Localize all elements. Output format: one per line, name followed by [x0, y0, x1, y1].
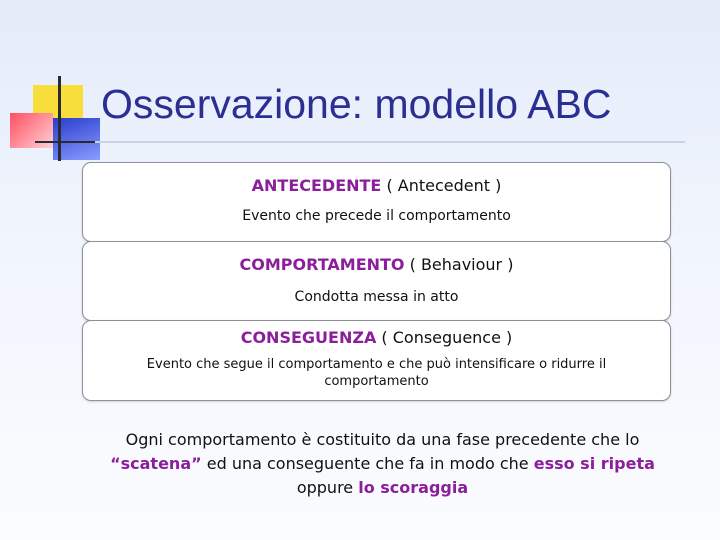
title-underline: [35, 141, 685, 143]
summary-part-1: Ogni comportamento è costituito da una fase precedente che lo: [125, 430, 640, 449]
summary-part-2: ed una conseguente che fa in modo che: [201, 454, 534, 473]
summary-emphasis-scoraggia: lo scoraggia: [358, 478, 469, 497]
antecedent-heading: [83, 176, 670, 195]
summary-paragraph: [110, 428, 655, 500]
antecedent-box: [82, 162, 671, 242]
consequence-description: Evento che segue il comportamento e che può intensificare o ridurre il comportamento: [146, 357, 607, 389]
consequence-key: CONSEGUENZA: [240, 328, 377, 347]
behaviour-translation: ( Behaviour ): [404, 255, 514, 274]
antecedent-translation: ( Antecedent ): [381, 176, 502, 195]
consequence-translation: ( Conseguence ): [376, 328, 513, 347]
antecedent-key: ANTECEDENTE: [251, 176, 382, 195]
logo-vertical-line: [58, 76, 61, 161]
behaviour-heading: [83, 255, 670, 274]
antecedent-description: Evento che precede il comportamento: [242, 208, 511, 224]
summary-part-3: oppure: [296, 478, 359, 497]
behaviour-description: Condotta messa in atto: [294, 289, 459, 305]
slide-title: Osservazione: modello ABC: [101, 81, 612, 127]
behaviour-key: COMPORTAMENTO: [239, 255, 405, 274]
summary-emphasis-scatena: “scatena”: [110, 454, 202, 473]
summary-emphasis-ripeta: esso si ripeta: [533, 454, 655, 473]
logo-horizontal-line: [35, 141, 95, 143]
consequence-heading: [83, 328, 670, 347]
behaviour-box: [82, 241, 671, 321]
consequence-box: [82, 320, 671, 401]
